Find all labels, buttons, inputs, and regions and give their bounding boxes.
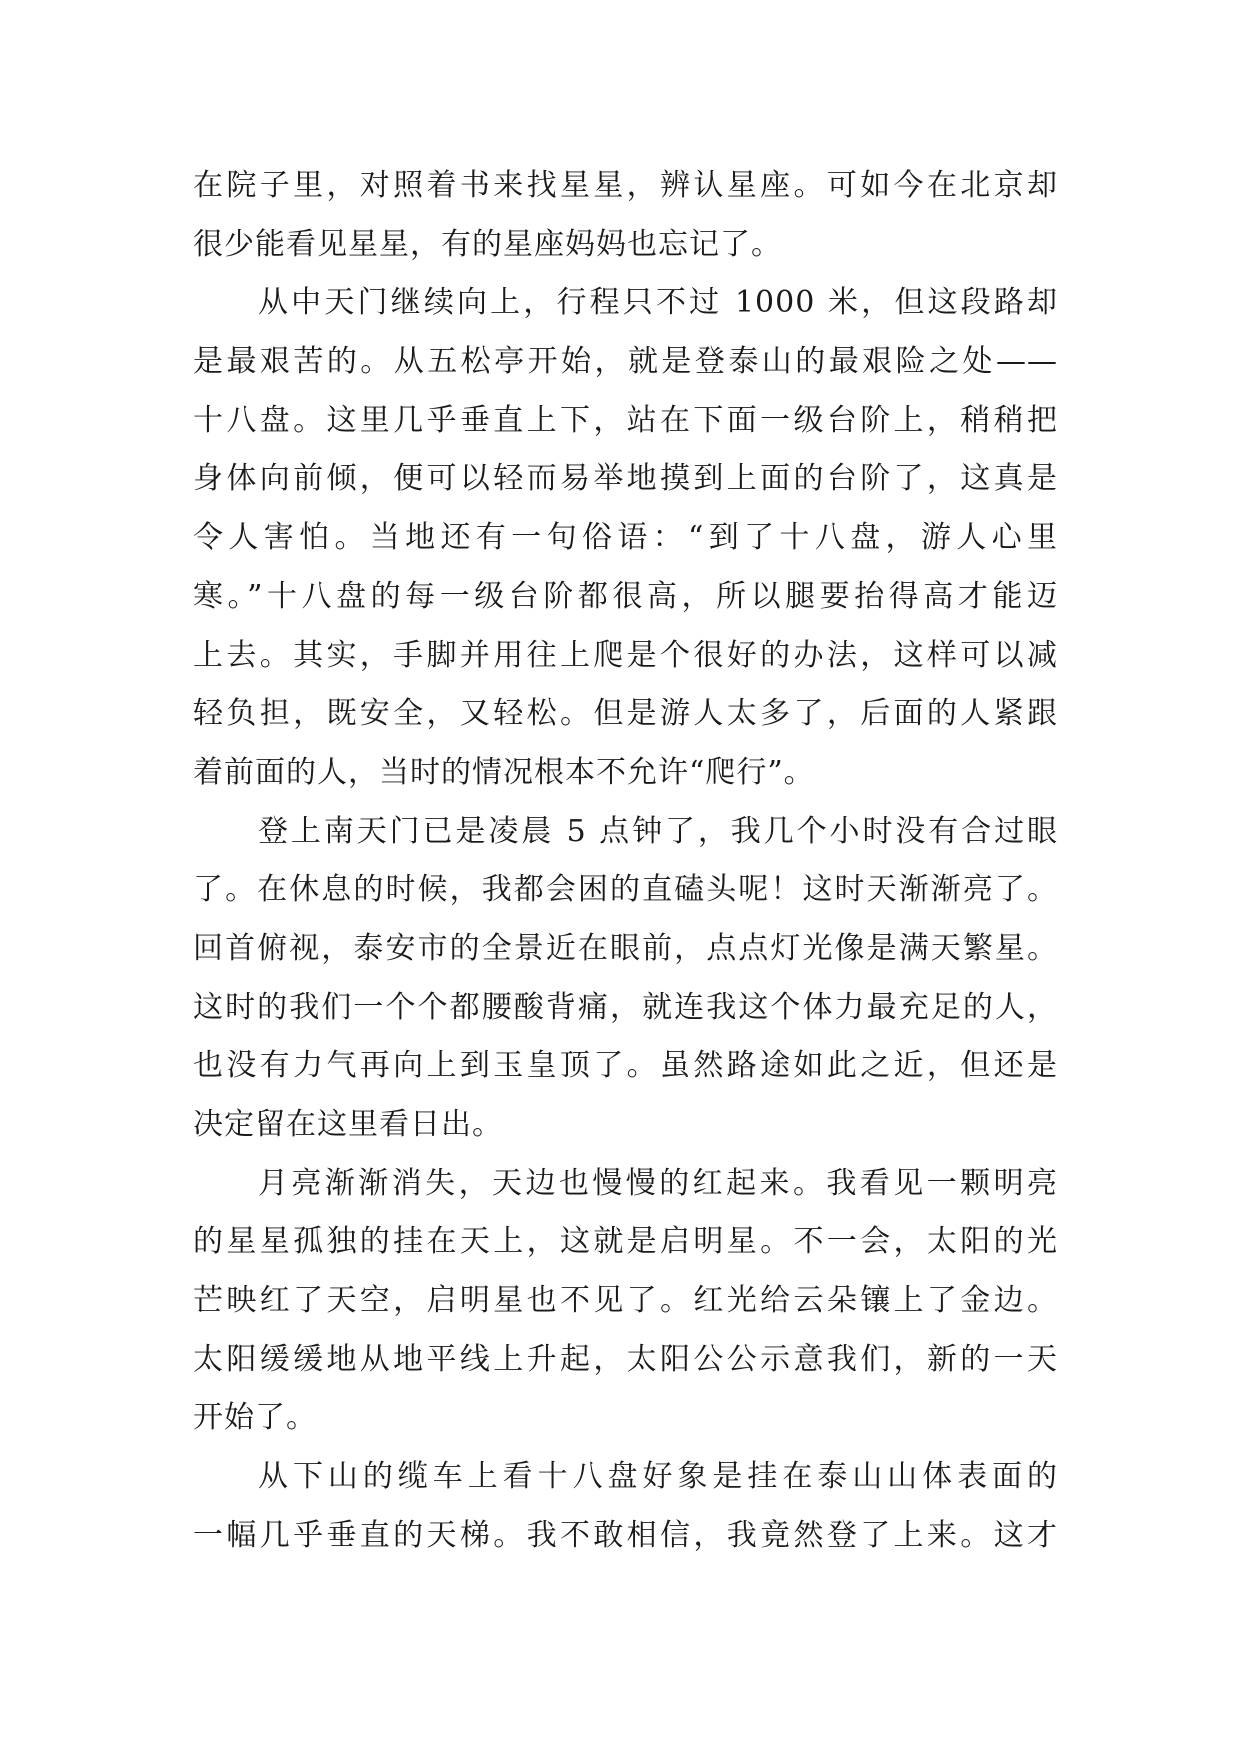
text-line: 月亮渐渐消失，天边也慢慢的红起来。我看见一颗明亮 [258, 1165, 1058, 1201]
body-text [193, 157, 1058, 1566]
text-line: 了。在休息的时候，我都会困的直磕头呢！这时天渐渐亮了。 [193, 872, 1058, 908]
text-line: 回首俯视，泰安市的全景近在眼前，点点灯光像是满天繁星。 [193, 930, 1058, 966]
text-line: 决定留在这里看日出。 [193, 1107, 503, 1142]
text-line: 开始了。 [193, 1400, 317, 1436]
text-line: 上去。其实，手脚并用往上爬是个很好的办法，这样可以减 [193, 637, 1058, 673]
text-line: 一幅几乎垂直的天梯。我不敢相信，我竟然登了上来。这才 [193, 1517, 1058, 1553]
paragraph [193, 157, 1058, 274]
paragraph [193, 1155, 1058, 1448]
text-line: 着前面的人，当时的情况根本不允许“爬行”。 [193, 754, 815, 790]
text-line: 从中天门继续向上，行程只不过 1000 米，但这段路却 [258, 285, 1058, 321]
text-line: 是最艰苦的。从五松亭开始，就是登泰山的最艰险之处—— [193, 344, 1058, 380]
paragraph [193, 803, 1058, 1155]
text-line: 令人害怕。当地还有一句俗语：“到了十八盘，游人心里 [193, 520, 1058, 556]
text-line: 在院子里，对照着书来找星星，辨认星座。可如今在北京却 [193, 168, 1058, 203]
text-line: 这时的我们一个个都腰酸背痛，就连我这个体力最充足的人， [193, 989, 1058, 1025]
text-line: 很少能看见星星，有的星座妈妈也忘记了。 [193, 226, 782, 262]
text-line: 十八盘。这里几乎垂直上下，站在下面一级台阶上，稍稍把 [193, 402, 1058, 438]
text-line: 也没有力气再向上到玉皇顶了。虽然路途如此之近，但还是 [193, 1048, 1058, 1084]
text-line: 太阳缓缓地从地平线上升起，太阳公公示意我们，新的一天 [193, 1341, 1058, 1377]
text-line: 身体向前倾，便可以轻而易举地摸到上面的台阶了，这真是 [193, 461, 1058, 497]
text-line: 登上南天门已是凌晨 5 点钟了，我几个小时没有合过眼 [258, 813, 1058, 849]
text-line: 从下山的缆车上看十八盘好象是挂在泰山山体表面的 [258, 1459, 1058, 1495]
text-line: 轻负担，既安全，又轻松。但是游人太多了，后面的人紧跟 [193, 696, 1058, 732]
text-line: 的星星孤独的挂在天上，这就是启明星。不一会，太阳的光 [193, 1224, 1058, 1260]
paragraph [193, 1448, 1058, 1565]
paragraph [193, 274, 1058, 802]
text-line: 寒。”十八盘的每一级台阶都很高，所以腿要抬得高才能迈 [193, 578, 1058, 614]
text-line: 芒映红了天空，启明星也不见了。红光给云朵镶上了金边。 [193, 1283, 1058, 1319]
